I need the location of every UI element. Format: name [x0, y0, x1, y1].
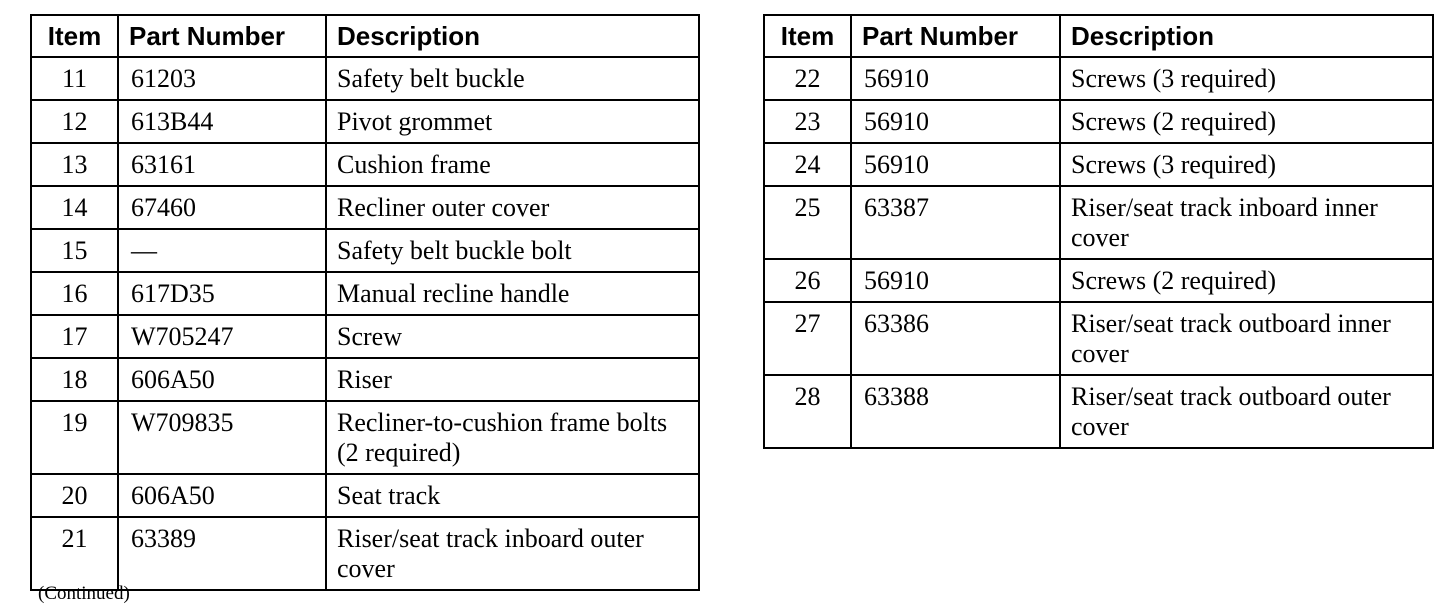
part-number-cell: 617D35 — [118, 272, 326, 315]
part-number-header: Part Number — [118, 15, 326, 57]
item-cell: 12 — [31, 100, 118, 143]
part-number-cell: W705247 — [118, 315, 326, 358]
item-cell: 18 — [31, 358, 118, 401]
item-header: Item — [764, 15, 851, 57]
item-cell: 20 — [31, 474, 118, 517]
table-row — [764, 302, 1433, 375]
table-row — [31, 272, 699, 315]
part-number-cell: 63389 — [118, 517, 326, 590]
header-row — [31, 15, 699, 57]
description-cell: Seat track — [326, 474, 699, 517]
item-cell: 25 — [764, 186, 851, 259]
table-row — [764, 57, 1433, 100]
table-row — [31, 143, 699, 186]
item-cell: 27 — [764, 302, 851, 375]
table-row — [31, 517, 699, 590]
parts-table-left — [30, 14, 700, 591]
part-number-cell: 56910 — [851, 259, 1060, 302]
description-cell: Pivot grommet — [326, 100, 699, 143]
continued-note: (Continued) — [38, 583, 130, 604]
item-cell: 14 — [31, 186, 118, 229]
part-number-cell: 67460 — [118, 186, 326, 229]
item-cell: 21 — [31, 517, 118, 590]
description-cell: Screw — [326, 315, 699, 358]
header-row — [764, 15, 1433, 57]
table-row — [764, 143, 1433, 186]
table-body — [31, 57, 699, 590]
part-number-cell: W709835 — [118, 401, 326, 474]
description-cell: Screws (2 required) — [1060, 100, 1433, 143]
part-number-cell: 63388 — [851, 375, 1060, 448]
description-cell: Riser/seat track outboard outer cover — [1060, 375, 1433, 448]
item-cell: 22 — [764, 57, 851, 100]
table-row — [31, 186, 699, 229]
description-cell: Screws (3 required) — [1060, 143, 1433, 186]
table-row — [764, 100, 1433, 143]
table-row — [31, 315, 699, 358]
part-number-cell: 56910 — [851, 57, 1060, 100]
item-cell: 24 — [764, 143, 851, 186]
description-cell: Recliner outer cover — [326, 186, 699, 229]
description-cell: Screws (3 required) — [1060, 57, 1433, 100]
part-number-cell: 61203 — [118, 57, 326, 100]
item-cell: 28 — [764, 375, 851, 448]
part-number-cell: 63387 — [851, 186, 1060, 259]
part-number-cell: 606A50 — [118, 358, 326, 401]
description-cell: Screws (2 required) — [1060, 259, 1433, 302]
table-row — [31, 401, 699, 474]
item-cell: 15 — [31, 229, 118, 272]
description-cell: Safety belt buckle — [326, 57, 699, 100]
table-row — [764, 375, 1433, 448]
table-row — [31, 358, 699, 401]
part-number-cell: 63161 — [118, 143, 326, 186]
item-cell: 17 — [31, 315, 118, 358]
description-cell: Recliner-to-cushion frame bolts (2 required) — [326, 401, 699, 474]
table-row — [31, 57, 699, 100]
description-cell: Riser/seat track inboard inner cover — [1060, 186, 1433, 259]
item-cell: 23 — [764, 100, 851, 143]
item-header: Item — [31, 15, 118, 57]
description-cell: Riser/seat track outboard inner cover — [1060, 302, 1433, 375]
part-number-cell: 56910 — [851, 143, 1060, 186]
part-number-cell: 63386 — [851, 302, 1060, 375]
item-cell: 16 — [31, 272, 118, 315]
description-header: Description — [326, 15, 699, 57]
description-cell: Safety belt buckle bolt — [326, 229, 699, 272]
item-cell: 11 — [31, 57, 118, 100]
table-row — [31, 100, 699, 143]
table-row — [764, 186, 1433, 259]
description-cell: Riser/seat track inboard outer cover — [326, 517, 699, 590]
part-number-header: Part Number — [851, 15, 1060, 57]
part-number-cell: 606A50 — [118, 474, 326, 517]
part-number-cell: 613B44 — [118, 100, 326, 143]
item-cell: 13 — [31, 143, 118, 186]
item-cell: 19 — [31, 401, 118, 474]
description-cell: Cushion frame — [326, 143, 699, 186]
table-row — [764, 259, 1433, 302]
description-cell: Manual recline handle — [326, 272, 699, 315]
part-number-cell: — — [118, 229, 326, 272]
description-cell: Riser — [326, 358, 699, 401]
part-number-cell: 56910 — [851, 100, 1060, 143]
description-header: Description — [1060, 15, 1433, 57]
parts-table-right — [763, 14, 1434, 449]
item-cell: 26 — [764, 259, 851, 302]
table-row — [31, 229, 699, 272]
table-body — [764, 57, 1433, 448]
table-row — [31, 474, 699, 517]
